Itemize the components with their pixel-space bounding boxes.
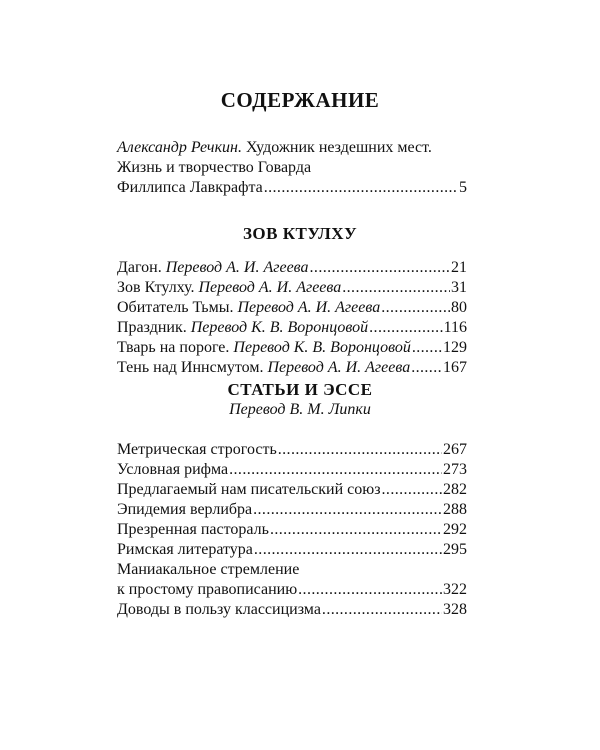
toc-entry — [117, 600, 467, 620]
entry-title: Метрическая строгость — [117, 441, 277, 458]
dot-leader — [253, 500, 442, 520]
toc-entry — [117, 500, 467, 520]
entry-title: Тварь на пороге. — [117, 339, 230, 356]
page-number: 5 — [459, 179, 467, 196]
dot-leader — [381, 298, 450, 318]
page-number: 31 — [451, 279, 467, 296]
entry-title: Дагон. — [117, 259, 162, 276]
dot-leader — [270, 520, 442, 540]
entry-translator: Перевод А. И. Агеева — [165, 259, 309, 276]
toc-entry — [117, 258, 467, 278]
page-number: 80 — [451, 299, 467, 316]
toc-entry — [117, 540, 467, 560]
intro-title-line-2: Жизнь и творчество Говарда — [117, 159, 312, 176]
section-title-essays: СТАТЬИ И ЭССЕ — [227, 380, 373, 399]
page-number: 116 — [443, 319, 467, 336]
toc-entry — [117, 338, 467, 358]
entry-translator: Перевод К. В. Воронцовой — [233, 339, 411, 356]
dot-leader — [369, 318, 442, 338]
dot-leader — [342, 278, 450, 298]
toc-entry — [117, 298, 467, 318]
entry-title-line-1: Маниакальное стремление — [117, 561, 300, 578]
toc-entry-line-1 — [117, 560, 467, 580]
intro-entry — [117, 138, 467, 198]
toc-entry — [117, 520, 467, 540]
dot-leader — [310, 258, 450, 278]
entry-title: Доводы в пользу классицизма — [117, 601, 321, 618]
entry-title: Римская литература — [117, 541, 253, 558]
toc-entry-line-2 — [117, 580, 467, 600]
toc-entry — [117, 440, 467, 460]
entry-title-line-2: к простому правописанию — [117, 581, 298, 598]
page-number: 273 — [443, 461, 467, 478]
entry-title: Зов Ктулху. — [117, 279, 195, 296]
toc-entry — [117, 318, 467, 338]
entry-translator: Перевод А. И. Агеева — [198, 279, 342, 296]
page-number: 282 — [443, 481, 467, 498]
dot-leader — [298, 580, 442, 600]
page-number: 328 — [443, 601, 467, 618]
intro-title-line-3: Филлипса Лавкрафта — [117, 179, 263, 196]
dot-leader — [229, 460, 442, 480]
entry-title: Тень над Иннсмутом. — [117, 359, 264, 376]
page-number: 267 — [443, 441, 467, 458]
intro-line-3 — [117, 178, 467, 198]
dot-leader — [382, 480, 442, 500]
entry-title: Праздник. — [117, 319, 187, 336]
page-number: 21 — [451, 259, 467, 276]
section-translator: Перевод В. М. Липки — [229, 401, 371, 418]
dot-leader — [264, 178, 458, 198]
entry-title: Обитатель Тьмы. — [117, 299, 234, 316]
page-number: 292 — [443, 521, 467, 538]
page-number: 288 — [443, 501, 467, 518]
dot-leader — [411, 358, 442, 378]
dot-leader — [412, 338, 442, 358]
dot-leader — [278, 440, 442, 460]
intro-line-2 — [117, 158, 467, 178]
page-number: 167 — [443, 359, 467, 376]
intro-line-1 — [117, 138, 467, 158]
section-title-call-of-cthulhu: ЗОВ КТУЛХУ — [242, 224, 358, 243]
entry-title: Презренная пастораль — [117, 521, 269, 538]
section-1-list — [117, 258, 467, 378]
intro-author: Александр Речкин. — [117, 139, 242, 156]
entry-title: Эпидемия верлибра — [117, 501, 253, 518]
page-number: 129 — [443, 339, 467, 356]
page-number: 322 — [443, 581, 467, 598]
dot-leader — [254, 540, 442, 560]
toc-entry — [117, 480, 467, 500]
entry-title: Условная рифма — [117, 461, 229, 478]
entry-title: Предлагаемый нам писательский союз — [117, 481, 381, 498]
toc-entry — [117, 358, 467, 378]
entry-translator: Перевод А. И. Агеева — [267, 359, 411, 376]
entry-translator: Перевод К. В. Воронцовой — [190, 319, 369, 336]
contents-title: СОДЕРЖАНИЕ — [220, 88, 380, 112]
toc-entry — [117, 460, 467, 480]
entry-translator: Перевод А. И. Агеева — [237, 299, 381, 316]
section-2-list — [117, 440, 467, 620]
toc-entry — [117, 278, 467, 298]
page-number: 295 — [443, 541, 467, 558]
intro-title-line-1: Художник нездешних мест. — [245, 139, 432, 156]
section-2-header — [0, 380, 600, 419]
dot-leader — [322, 600, 442, 620]
